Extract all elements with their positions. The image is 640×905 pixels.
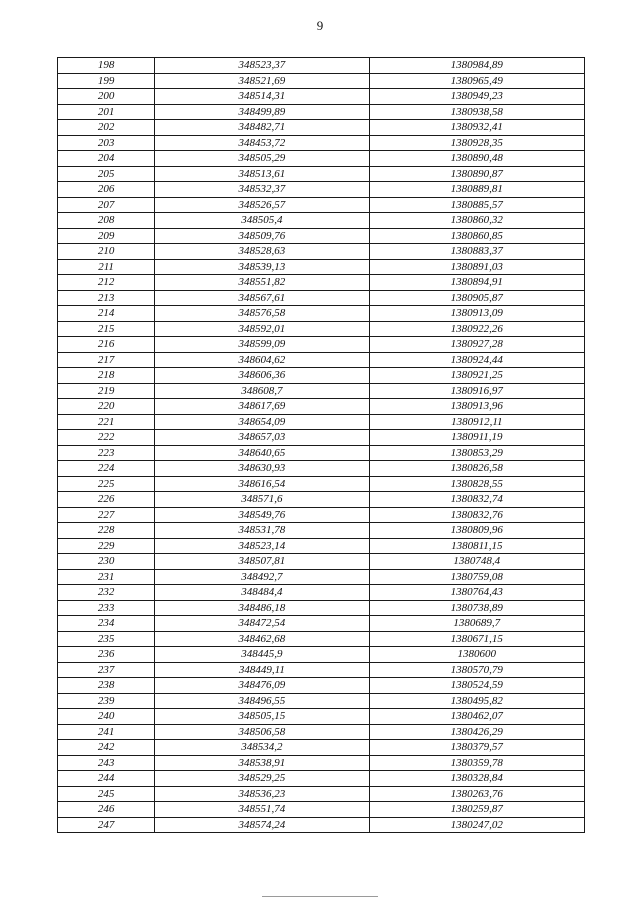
point-number-cell: 243 — [58, 755, 155, 771]
x-coordinate-cell: 348507,81 — [155, 554, 369, 570]
y-coordinate-cell: 1380883,37 — [369, 244, 584, 260]
table-row — [58, 290, 585, 306]
table-row — [58, 244, 585, 260]
x-coordinate-cell: 348549,76 — [155, 507, 369, 523]
table-row — [58, 259, 585, 275]
table-row — [58, 600, 585, 616]
x-coordinate-cell: 348551,82 — [155, 275, 369, 291]
table-row — [58, 461, 585, 477]
point-number-cell: 221 — [58, 414, 155, 430]
table-row — [58, 399, 585, 415]
y-coordinate-cell: 1380328,84 — [369, 771, 584, 787]
x-coordinate-cell: 348514,31 — [155, 89, 369, 105]
x-coordinate-cell: 348576,58 — [155, 306, 369, 322]
point-number-cell: 199 — [58, 73, 155, 89]
x-coordinate-cell: 348496,55 — [155, 693, 369, 709]
x-coordinate-cell: 348506,58 — [155, 724, 369, 740]
y-coordinate-cell: 1380890,87 — [369, 166, 584, 182]
y-coordinate-cell: 1380495,82 — [369, 693, 584, 709]
point-number-cell: 228 — [58, 523, 155, 539]
y-coordinate-cell: 1380965,49 — [369, 73, 584, 89]
footer-divider — [262, 896, 378, 897]
y-coordinate-cell: 1380894,91 — [369, 275, 584, 291]
point-number-cell: 226 — [58, 492, 155, 508]
table-row — [58, 585, 585, 601]
table-row — [58, 662, 585, 678]
point-number-cell: 246 — [58, 802, 155, 818]
point-number-cell: 198 — [58, 58, 155, 74]
table-row — [58, 352, 585, 368]
point-number-cell: 206 — [58, 182, 155, 198]
table-row — [58, 554, 585, 570]
point-number-cell: 238 — [58, 678, 155, 694]
x-coordinate-cell: 348657,03 — [155, 430, 369, 446]
point-number-cell: 227 — [58, 507, 155, 523]
y-coordinate-cell: 1380826,58 — [369, 461, 584, 477]
table-row — [58, 197, 585, 213]
x-coordinate-cell: 348486,18 — [155, 600, 369, 616]
x-coordinate-cell: 348523,37 — [155, 58, 369, 74]
x-coordinate-cell: 348509,76 — [155, 228, 369, 244]
y-coordinate-cell: 1380671,15 — [369, 631, 584, 647]
table-row — [58, 538, 585, 554]
x-coordinate-cell: 348617,69 — [155, 399, 369, 415]
table-row — [58, 104, 585, 120]
table-row — [58, 740, 585, 756]
table-row — [58, 476, 585, 492]
table-row — [58, 414, 585, 430]
table-row — [58, 166, 585, 182]
x-coordinate-cell: 348574,24 — [155, 817, 369, 833]
point-number-cell: 202 — [58, 120, 155, 136]
y-coordinate-cell: 1380259,87 — [369, 802, 584, 818]
point-number-cell: 205 — [58, 166, 155, 182]
y-coordinate-cell: 1380912,11 — [369, 414, 584, 430]
table-row — [58, 58, 585, 74]
table-row — [58, 383, 585, 399]
point-number-cell: 213 — [58, 290, 155, 306]
y-coordinate-cell: 1380921,25 — [369, 368, 584, 384]
table-row — [58, 755, 585, 771]
x-coordinate-cell: 348616,54 — [155, 476, 369, 492]
point-number-cell: 204 — [58, 151, 155, 167]
y-coordinate-cell: 1380832,76 — [369, 507, 584, 523]
point-number-cell: 209 — [58, 228, 155, 244]
x-coordinate-cell: 348532,37 — [155, 182, 369, 198]
x-coordinate-cell: 348599,09 — [155, 337, 369, 353]
y-coordinate-cell: 1380927,28 — [369, 337, 584, 353]
y-coordinate-cell: 1380811,15 — [369, 538, 584, 554]
point-number-cell: 215 — [58, 321, 155, 337]
point-number-cell: 239 — [58, 693, 155, 709]
x-coordinate-cell: 348476,09 — [155, 678, 369, 694]
y-coordinate-cell: 1380462,07 — [369, 709, 584, 725]
coordinates-table-body — [58, 58, 585, 833]
page-number: 9 — [316, 18, 324, 33]
y-coordinate-cell: 1380928,35 — [369, 135, 584, 151]
y-coordinate-cell: 1380738,89 — [369, 600, 584, 616]
y-coordinate-cell: 1380247,02 — [369, 817, 584, 833]
x-coordinate-cell: 348453,72 — [155, 135, 369, 151]
x-coordinate-cell: 348462,68 — [155, 631, 369, 647]
y-coordinate-cell: 1380809,96 — [369, 523, 584, 539]
x-coordinate-cell: 348606,36 — [155, 368, 369, 384]
x-coordinate-cell: 348534,2 — [155, 740, 369, 756]
x-coordinate-cell: 348640,65 — [155, 445, 369, 461]
x-coordinate-cell: 348521,69 — [155, 73, 369, 89]
y-coordinate-cell: 1380938,58 — [369, 104, 584, 120]
point-number-cell: 212 — [58, 275, 155, 291]
table-row — [58, 213, 585, 229]
point-number-cell: 236 — [58, 647, 155, 663]
table-row — [58, 724, 585, 740]
point-number-cell: 244 — [58, 771, 155, 787]
table-row — [58, 135, 585, 151]
point-number-cell: 207 — [58, 197, 155, 213]
point-number-cell: 200 — [58, 89, 155, 105]
table-row — [58, 678, 585, 694]
table-row — [58, 709, 585, 725]
x-coordinate-cell: 348499,89 — [155, 104, 369, 120]
table-row — [58, 631, 585, 647]
y-coordinate-cell: 1380913,09 — [369, 306, 584, 322]
point-number-cell: 245 — [58, 786, 155, 802]
point-number-cell: 216 — [58, 337, 155, 353]
x-coordinate-cell: 348472,54 — [155, 616, 369, 632]
y-coordinate-cell: 1380984,89 — [369, 58, 584, 74]
point-number-cell: 241 — [58, 724, 155, 740]
coordinates-table — [57, 57, 585, 833]
point-number-cell: 233 — [58, 600, 155, 616]
y-coordinate-cell: 1380263,76 — [369, 786, 584, 802]
point-number-cell: 201 — [58, 104, 155, 120]
x-coordinate-cell: 348528,63 — [155, 244, 369, 260]
point-number-cell: 224 — [58, 461, 155, 477]
x-coordinate-cell: 348571,6 — [155, 492, 369, 508]
table-row — [58, 321, 585, 337]
y-coordinate-cell: 1380426,29 — [369, 724, 584, 740]
x-coordinate-cell: 348608,7 — [155, 383, 369, 399]
table-row — [58, 430, 585, 446]
x-coordinate-cell: 348536,23 — [155, 786, 369, 802]
x-coordinate-cell: 348492,7 — [155, 569, 369, 585]
y-coordinate-cell: 1380359,78 — [369, 755, 584, 771]
y-coordinate-cell: 1380922,26 — [369, 321, 584, 337]
point-number-cell: 232 — [58, 585, 155, 601]
point-number-cell: 240 — [58, 709, 155, 725]
table-row — [58, 569, 585, 585]
point-number-cell: 237 — [58, 662, 155, 678]
point-number-cell: 214 — [58, 306, 155, 322]
y-coordinate-cell: 1380764,43 — [369, 585, 584, 601]
x-coordinate-cell: 348529,25 — [155, 771, 369, 787]
table-row — [58, 120, 585, 136]
table-row — [58, 228, 585, 244]
y-coordinate-cell: 1380853,29 — [369, 445, 584, 461]
y-coordinate-cell: 1380949,23 — [369, 89, 584, 105]
table-row — [58, 275, 585, 291]
point-number-cell: 231 — [58, 569, 155, 585]
table-row — [58, 786, 585, 802]
y-coordinate-cell: 1380905,87 — [369, 290, 584, 306]
y-coordinate-cell: 1380379,57 — [369, 740, 584, 756]
point-number-cell: 219 — [58, 383, 155, 399]
x-coordinate-cell: 348449,11 — [155, 662, 369, 678]
table-row — [58, 445, 585, 461]
table-row — [58, 151, 585, 167]
table-row — [58, 368, 585, 384]
table-row — [58, 771, 585, 787]
y-coordinate-cell: 1380924,44 — [369, 352, 584, 368]
x-coordinate-cell: 348604,62 — [155, 352, 369, 368]
x-coordinate-cell: 348445,9 — [155, 647, 369, 663]
y-coordinate-cell: 1380891,03 — [369, 259, 584, 275]
table-row — [58, 492, 585, 508]
x-coordinate-cell: 348523,14 — [155, 538, 369, 554]
point-number-cell: 229 — [58, 538, 155, 554]
table-row — [58, 817, 585, 833]
x-coordinate-cell: 348538,91 — [155, 755, 369, 771]
y-coordinate-cell: 1380916,97 — [369, 383, 584, 399]
point-number-cell: 218 — [58, 368, 155, 384]
y-coordinate-cell: 1380860,32 — [369, 213, 584, 229]
table-row — [58, 802, 585, 818]
point-number-cell: 242 — [58, 740, 155, 756]
table-row — [58, 507, 585, 523]
table-row — [58, 616, 585, 632]
point-number-cell: 208 — [58, 213, 155, 229]
point-number-cell: 235 — [58, 631, 155, 647]
x-coordinate-cell: 348567,61 — [155, 290, 369, 306]
x-coordinate-cell: 348531,78 — [155, 523, 369, 539]
point-number-cell: 222 — [58, 430, 155, 446]
point-number-cell: 220 — [58, 399, 155, 415]
x-coordinate-cell: 348484,4 — [155, 585, 369, 601]
y-coordinate-cell: 1380524,59 — [369, 678, 584, 694]
y-coordinate-cell: 1380759,08 — [369, 569, 584, 585]
x-coordinate-cell: 348505,4 — [155, 213, 369, 229]
y-coordinate-cell: 1380832,74 — [369, 492, 584, 508]
table-row — [58, 73, 585, 89]
point-number-cell: 210 — [58, 244, 155, 260]
x-coordinate-cell: 348482,71 — [155, 120, 369, 136]
y-coordinate-cell: 1380890,48 — [369, 151, 584, 167]
y-coordinate-cell: 1380570,79 — [369, 662, 584, 678]
table-row — [58, 647, 585, 663]
table-row — [58, 337, 585, 353]
y-coordinate-cell: 1380911,19 — [369, 430, 584, 446]
point-number-cell: 223 — [58, 445, 155, 461]
y-coordinate-cell: 1380860,85 — [369, 228, 584, 244]
y-coordinate-cell: 1380828,55 — [369, 476, 584, 492]
x-coordinate-cell: 348551,74 — [155, 802, 369, 818]
x-coordinate-cell: 348526,57 — [155, 197, 369, 213]
y-coordinate-cell: 1380600 — [369, 647, 584, 663]
x-coordinate-cell: 348592,01 — [155, 321, 369, 337]
point-number-cell: 203 — [58, 135, 155, 151]
y-coordinate-cell: 1380889,81 — [369, 182, 584, 198]
y-coordinate-cell: 1380885,57 — [369, 197, 584, 213]
point-number-cell: 247 — [58, 817, 155, 833]
x-coordinate-cell: 348539,13 — [155, 259, 369, 275]
y-coordinate-cell: 1380748,4 — [369, 554, 584, 570]
table-row — [58, 89, 585, 105]
point-number-cell: 217 — [58, 352, 155, 368]
table-row — [58, 182, 585, 198]
x-coordinate-cell: 348513,61 — [155, 166, 369, 182]
point-number-cell: 211 — [58, 259, 155, 275]
x-coordinate-cell: 348505,29 — [155, 151, 369, 167]
table-row — [58, 523, 585, 539]
x-coordinate-cell: 348630,93 — [155, 461, 369, 477]
x-coordinate-cell: 348505,15 — [155, 709, 369, 725]
point-number-cell: 225 — [58, 476, 155, 492]
point-number-cell: 230 — [58, 554, 155, 570]
x-coordinate-cell: 348654,09 — [155, 414, 369, 430]
y-coordinate-cell: 1380913,96 — [369, 399, 584, 415]
y-coordinate-cell: 1380689,7 — [369, 616, 584, 632]
table-row — [58, 306, 585, 322]
point-number-cell: 234 — [58, 616, 155, 632]
table-row — [58, 693, 585, 709]
y-coordinate-cell: 1380932,41 — [369, 120, 584, 136]
